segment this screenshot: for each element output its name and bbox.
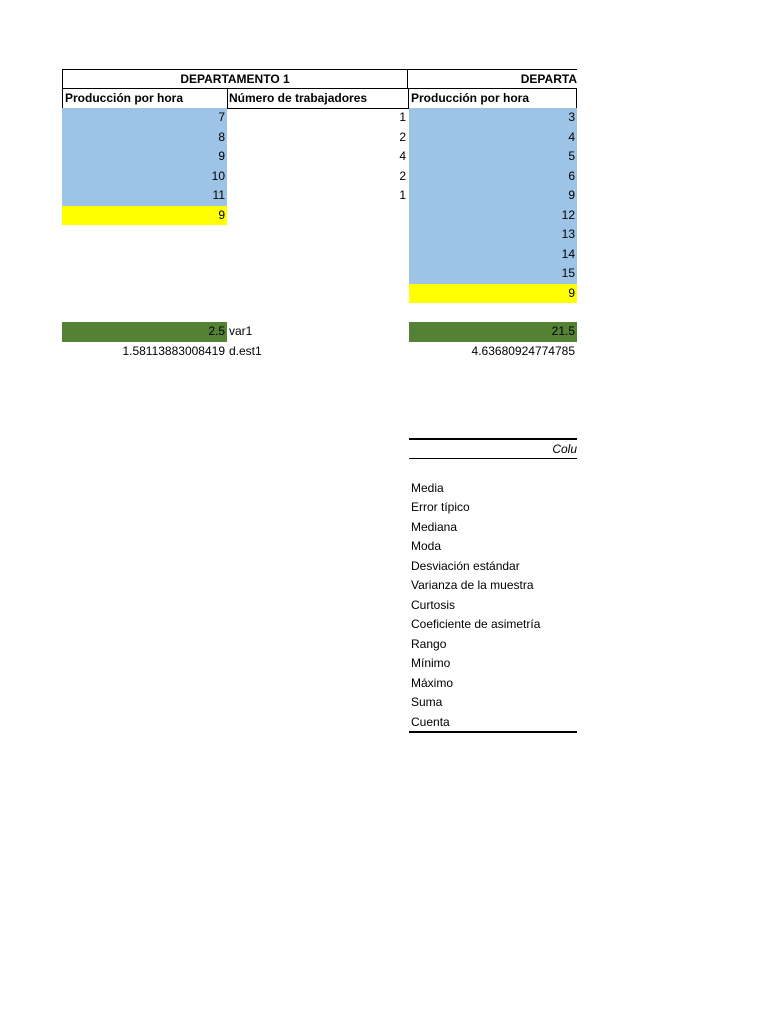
dept1-variance-label: var1 <box>229 324 253 338</box>
dept1-workers-cell[interactable]: 2 <box>399 129 406 144</box>
dept2-production-cell[interactable]: 4 <box>409 128 577 148</box>
dept2-production-cell[interactable]: 15 <box>409 264 577 284</box>
dept1-workers-header: Número de trabajadores <box>227 89 408 109</box>
stats-label: Mínimo <box>411 656 451 670</box>
dept1-variance-cell[interactable]: 2.5 <box>62 322 227 342</box>
stats-label: Mediana <box>411 519 458 534</box>
dept1-production-cell[interactable]: 8 <box>62 128 227 148</box>
dept1-stddev-label: d.est1 <box>229 343 262 358</box>
stats-label: Varianza de la muestra <box>411 578 534 592</box>
stats-label: Suma <box>411 695 443 709</box>
dept2-production-cell[interactable]: 14 <box>409 245 577 265</box>
dept2-variance-cell[interactable]: 21.5 <box>409 322 577 342</box>
dept2-title: DEPARTA <box>408 69 577 89</box>
stats-label: Coeficiente de asimetría <box>411 617 541 631</box>
stats-label: Desviación estándar <box>411 558 520 573</box>
dept2-production-header: Producción por hora <box>408 89 577 109</box>
dept1-production-cell[interactable]: 7 <box>62 108 227 128</box>
stats-column-header: Colu <box>409 438 577 459</box>
dept2-production-cell[interactable]: 5 <box>409 147 577 167</box>
dept1-workers-cell[interactable]: 1 <box>399 110 406 124</box>
stats-label: Media <box>411 480 444 495</box>
stats-label: Moda <box>411 539 442 553</box>
dept1-production-cell[interactable]: 10 <box>62 167 227 187</box>
dept1-production-header: Producción por hora <box>62 89 228 109</box>
dept1-title: DEPARTAMENTO 1 <box>62 69 408 89</box>
dept2-highlight-cell[interactable]: 9 <box>409 284 577 304</box>
dept1-workers-cell[interactable]: 4 <box>399 149 406 163</box>
dept1-highlight-cell[interactable]: 9 <box>62 206 227 226</box>
dept2-production-cell[interactable]: 6 <box>409 167 577 187</box>
dept2-stddev-cell[interactable]: 4.63680924774785 <box>471 343 575 358</box>
dept2-production-cell[interactable]: 12 <box>409 206 577 226</box>
stats-label: Cuenta <box>409 713 577 733</box>
dept2-production-cell[interactable]: 3 <box>409 108 577 128</box>
dept1-stddev-cell[interactable]: 1.58113883008419 <box>122 343 225 358</box>
stats-label: Curtosis <box>411 597 456 612</box>
stats-label: Máximo <box>411 675 454 690</box>
stats-label: Error típico <box>411 500 470 514</box>
dept2-production-cell[interactable]: 9 <box>409 186 577 206</box>
dept1-workers-cell[interactable]: 1 <box>399 188 406 202</box>
dept1-production-cell[interactable]: 9 <box>62 147 227 167</box>
stats-label: Rango <box>411 636 447 651</box>
dept2-production-cell[interactable]: 13 <box>409 225 577 245</box>
dept1-production-cell[interactable]: 11 <box>62 186 227 206</box>
dept1-workers-cell[interactable]: 2 <box>399 168 406 183</box>
